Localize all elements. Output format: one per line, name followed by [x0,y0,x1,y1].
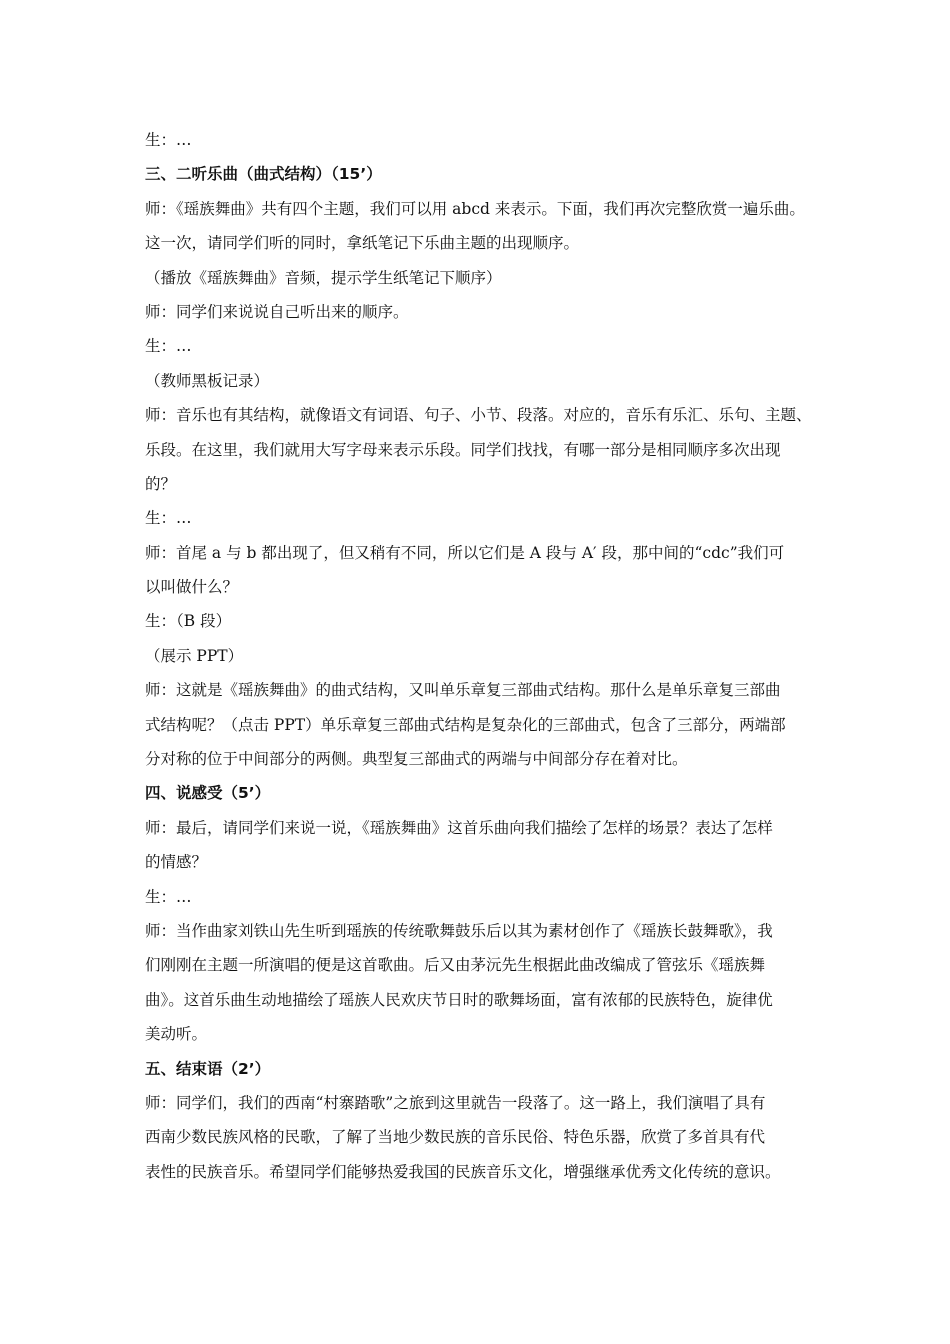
section-heading: 四、说感受（5’） [145,784,271,803]
text-line: 生：（B 段） [145,612,232,631]
text-line: 以叫做什么？ [145,578,239,597]
text-line: 乐段。在这里，我们就用大写字母来表示乐段。同学们找找，有哪一部分是相同顺序多次出现 [145,440,781,459]
document-body [145,123,825,1189]
text-line: 们刚刚在主题一所演唱的便是这首歌曲。后又由茅沅先生根据此曲改编成了管弦乐《瑶族舞 [145,956,766,975]
text-line: 的？ [145,474,177,493]
text-line: 生：… [145,509,192,528]
text-line: 生：… [145,337,192,356]
text-line: 表性的民族音乐。希望同学们能够热爱我国的民族音乐文化，增强继承优秀文化传统的意识。 [145,1162,781,1181]
text-line: 的情感？ [145,853,208,872]
section-heading: 五、结束语（2’） [145,1059,271,1078]
text-line: 师：同学们来说说自己听出来的顺序。 [145,302,409,321]
text-line: 师：同学们，我们的西南“村寨踏歌”之旅到这里就告一段落了。这一路上，我们演唱了具有 [145,1093,766,1112]
section-heading: 三、二听乐曲（曲式结构）（15’） [145,165,382,184]
text-line: （教师黑板记录） [145,371,270,390]
text-line: 生：… [145,887,192,906]
text-line: 师：《瑶族舞曲》共有四个主题，我们可以用 abcd 来表示。下面，我们再次完整欣赏一遍乐曲。 [145,199,805,218]
text-line: （展示 PPT） [145,646,244,665]
text-line: 式结构呢？（点击 PPT）单乐章复三部曲式结构是复杂化的三部曲式，包含了三部分，两端部 [145,715,786,734]
text-line: 这一次，请同学们听的同时，拿纸笔记下乐曲主题的出现顺序。 [145,234,580,253]
text-line: 生：… [145,131,192,149]
text-line: 师：当作曲家刘铁山先生听到瑶族的传统歌舞鼓乐后以其为素材创作了《瑶族长鼓舞歌》，我 [145,921,773,940]
text-line: 师：最后，请同学们来说一说，《瑶族舞曲》这首乐曲向我们描绘了怎样的场景？表达了怎样 [145,818,773,837]
text-line: 师：首尾 a 与 b 都出现了，但又稍有不同，所以它们是 A 段与 A′ 段，那中间的“cdc”我们可 [145,543,785,562]
text-line: 分对称的位于中间部分的两侧。典型复三部曲式的两端与中间部分存在着对比。 [145,750,688,769]
text-line: （播放《瑶族舞曲》音频，提示学生纸笔记下顺序） [145,268,502,287]
text-line: 美动听。 [145,1025,208,1044]
text-line: 师：音乐也有其结构，就像语文有词语、句子、小节、段落。对应的，音乐有乐汇、乐句、主题、 [145,406,812,425]
text-line: 师：这就是《瑶族舞曲》的曲式结构，又叫单乐章复三部曲式结构。那什么是单乐章复三部曲 [145,681,781,700]
text-line: 曲》。这首乐曲生动地描绘了瑶族人民欢庆节日时的歌舞场面，富有浓郁的民族特色，旋律优 [145,990,773,1009]
text-line: 西南少数民族风格的民歌，了解了当地少数民族的音乐民俗、特色乐器，欣赏了多首具有代 [145,1128,766,1147]
